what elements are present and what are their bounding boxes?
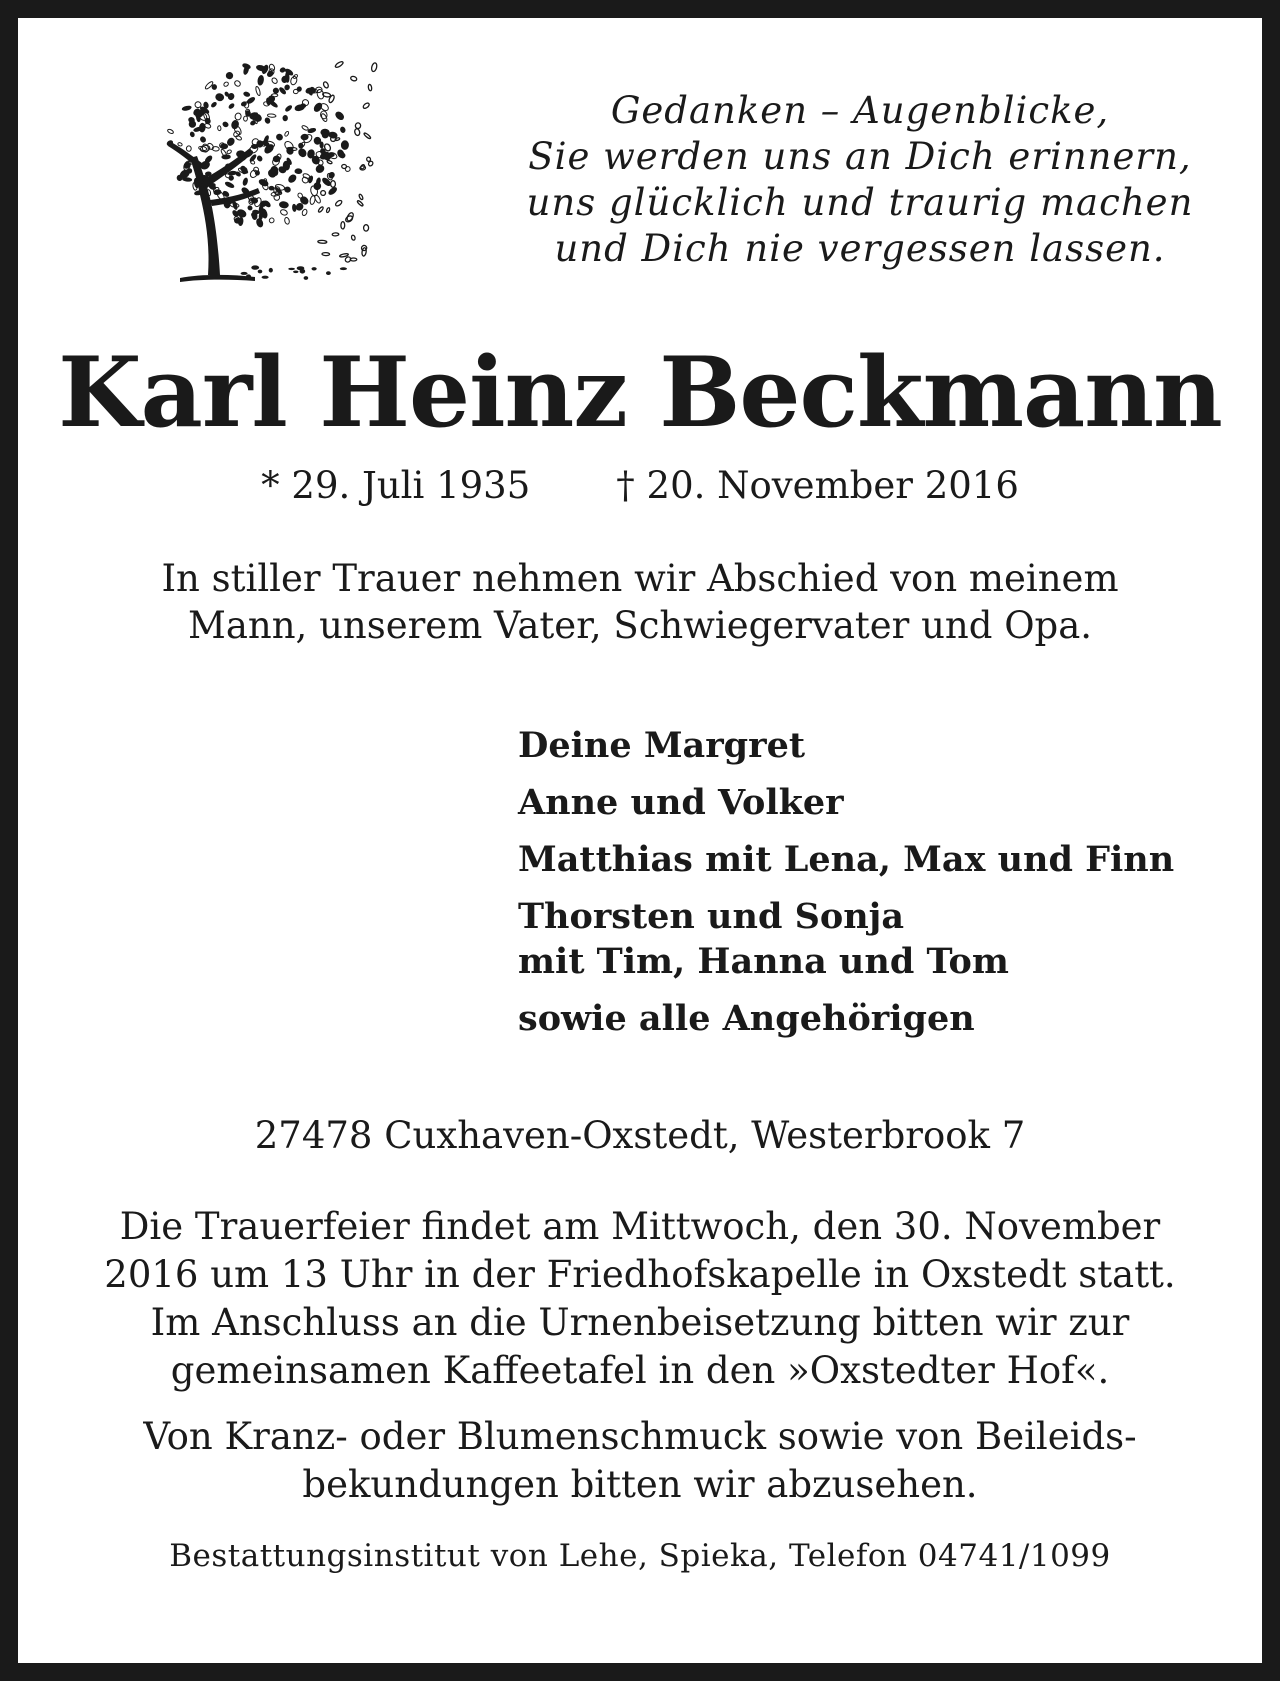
- leaf: [334, 111, 345, 121]
- ceremony-line: gemeinsamen Kaffeetafel in den »Oxstedter Hof«.: [170, 1349, 1110, 1392]
- farewell-line: In stiller Trauer nehmen wir Abschied von meinem: [161, 557, 1119, 600]
- undertaker-contact: Bestattungsinstitut von Lehe, Spieka, Telefon 04741/1099: [169, 1538, 1111, 1574]
- birth-date: * 29. Juli 1935: [261, 464, 531, 507]
- farewell-line: Mann, unserem Vater, Schwiegervater und Opa.: [187, 604, 1093, 647]
- leaf: [224, 92, 229, 97]
- request-line: Von Kranz- oder Blumenschmuck sowie von Beileids-: [143, 1415, 1137, 1458]
- blown-leaf: [335, 137, 340, 141]
- leaf: [321, 129, 330, 136]
- leaf: [200, 136, 207, 143]
- leaf: [301, 125, 309, 131]
- leaf: [190, 132, 195, 138]
- leaf: [315, 164, 325, 174]
- blown-leaf: [320, 190, 325, 195]
- blown-leaf: [323, 81, 330, 89]
- leaf: [211, 102, 217, 108]
- blown-leaf: [318, 206, 324, 213]
- ground-leaf: [262, 276, 269, 279]
- leaf: [280, 209, 288, 216]
- leaf: [301, 134, 309, 140]
- blown-leaf: [351, 235, 356, 241]
- leaf: [186, 146, 191, 151]
- leaf: [301, 209, 307, 217]
- leaf: [167, 129, 174, 135]
- blown-leaf: [327, 160, 333, 164]
- leaf: [231, 120, 240, 130]
- leaf: [283, 115, 288, 120]
- ceremony-line: Im Anschluss an die Urnenbeisetzung bitten wir zur: [150, 1301, 1130, 1344]
- ground-leaf: [269, 268, 273, 273]
- leaf: [236, 151, 245, 158]
- blown-leaf: [366, 157, 371, 162]
- leaf: [241, 101, 247, 106]
- leaf: [222, 190, 229, 197]
- blown-leaf: [358, 194, 363, 200]
- blown-leaf: [328, 94, 335, 103]
- blown-leaf: [360, 166, 366, 171]
- blown-leaf: [371, 62, 378, 72]
- mourners-list: [518, 723, 1238, 1053]
- leaf: [188, 117, 195, 123]
- mourner-entry: [518, 894, 1238, 984]
- mourner-entry: [518, 723, 1238, 768]
- leaf: [314, 194, 322, 204]
- leaf: [272, 87, 279, 94]
- blown-leaf: [318, 240, 327, 243]
- ground-leaf: [297, 266, 305, 270]
- leaf: [247, 205, 253, 211]
- leaf: [255, 86, 261, 96]
- leaf: [341, 141, 348, 150]
- mourner-entry: [518, 837, 1238, 882]
- leaf: [284, 131, 289, 137]
- leaf: [177, 142, 182, 146]
- mourner-line: sowie alle Angehörigen: [518, 998, 975, 1039]
- leaf: [241, 167, 247, 174]
- blown-leaf: [326, 207, 330, 213]
- leaf: [293, 89, 298, 94]
- leaf: [250, 120, 256, 126]
- blown-leaf: [362, 102, 370, 109]
- poem-line: Sie werden uns an Dich erinnern,: [528, 135, 1192, 178]
- blown-leaf: [368, 84, 372, 91]
- leaf: [308, 176, 313, 184]
- blown-leaf: [332, 233, 339, 236]
- leaf: [228, 171, 237, 175]
- leaf: [284, 187, 291, 193]
- leaf: [225, 71, 234, 80]
- blown-leaf: [344, 256, 351, 263]
- blown-leaf: [357, 200, 364, 207]
- leaf: [221, 144, 228, 149]
- blown-leaf: [331, 181, 336, 188]
- leaf: [326, 153, 334, 157]
- leaf: [264, 117, 270, 124]
- leaf: [228, 103, 234, 109]
- ground-leaf: [312, 267, 317, 270]
- leaf: [205, 172, 211, 176]
- leaf: [284, 84, 290, 90]
- blown-leaf: [355, 123, 361, 129]
- leaf: [257, 155, 263, 162]
- wind-blown-tree-icon: [150, 30, 380, 305]
- leaf: [269, 186, 274, 190]
- leaf: [313, 181, 322, 190]
- leaf: [212, 85, 216, 90]
- ceremony-line: 2016 um 13 Uhr in der Friedhofskapelle in Oxstedt statt.: [104, 1253, 1176, 1296]
- leaf: [321, 177, 331, 187]
- leaf: [308, 128, 316, 134]
- leaf: [232, 201, 238, 210]
- leaf: [194, 101, 201, 108]
- blown-leaf: [363, 225, 368, 232]
- leaf: [234, 80, 242, 88]
- ground-leaf: [340, 267, 347, 270]
- blown-leaf: [341, 222, 345, 229]
- ground-leaf: [293, 271, 298, 274]
- leaf: [222, 155, 231, 159]
- leaf: [226, 149, 232, 154]
- mourner-line: Thorsten und Sonja: [518, 896, 905, 937]
- leaf: [287, 174, 297, 184]
- leaf: [275, 133, 283, 141]
- blown-leaf: [322, 252, 330, 255]
- leaf: [314, 137, 320, 144]
- leaf: [223, 81, 229, 87]
- leaf: [297, 148, 307, 158]
- ground-leaf: [326, 271, 331, 275]
- leaf: [284, 217, 290, 225]
- blown-leaf: [354, 128, 360, 136]
- leaf: [253, 210, 260, 214]
- ground-leaf: [241, 272, 248, 275]
- leaf: [285, 105, 293, 112]
- blown-leaf: [361, 247, 366, 256]
- blown-leaf: [363, 132, 371, 139]
- leaf: [225, 181, 235, 188]
- mourner-entry: [518, 996, 1238, 1041]
- mourner-line: Deine Margret: [518, 725, 806, 766]
- farewell-text: [0, 555, 1280, 649]
- leaf: [267, 114, 276, 118]
- condolence-request: [0, 1413, 1280, 1509]
- poem: [500, 88, 1220, 272]
- leaf: [215, 93, 224, 102]
- leaf: [246, 96, 255, 104]
- ground-leaf: [288, 268, 295, 270]
- life-dates: [0, 462, 1280, 510]
- mourner-line: Anne und Volker: [518, 782, 844, 823]
- leaf: [328, 171, 336, 179]
- leaf: [242, 178, 248, 186]
- family-address: 27478 Cuxhaven-Oxstedt, Westerbrook 7: [254, 1114, 1026, 1157]
- leaf: [235, 113, 242, 121]
- leaf: [243, 116, 247, 121]
- leaf: [238, 217, 243, 226]
- death-date: † 20. November 2016: [616, 464, 1019, 507]
- leaf: [294, 104, 304, 112]
- ceremony-line: Die Trauerfeier findet am Mittwoch, den 30. November: [119, 1205, 1161, 1248]
- deceased-name: Karl Heinz Beckmann: [58, 336, 1222, 449]
- mourner-line: Matthias mit Lena, Max und Finn: [518, 839, 1175, 880]
- leaf: [271, 77, 278, 85]
- leaf: [242, 63, 251, 69]
- ground-leaf: [258, 270, 263, 274]
- ground-leaf: [304, 276, 309, 280]
- poem-line: Gedanken – Augenblicke,: [610, 89, 1110, 132]
- leaf: [217, 126, 221, 131]
- leaf: [251, 144, 257, 148]
- mourner-line: mit Tim, Hanna und Tom: [518, 941, 1009, 982]
- blown-leaf: [345, 215, 354, 223]
- mourner-entry: [518, 780, 1238, 825]
- ground-leaf: [251, 265, 259, 269]
- ceremony-info: [0, 1203, 1280, 1395]
- leaf: [268, 217, 274, 224]
- leaf: [222, 121, 229, 127]
- leaf: [257, 75, 264, 85]
- blown-leaf: [350, 76, 357, 82]
- leaf: [280, 67, 286, 73]
- blown-leaf: [341, 164, 346, 169]
- ground-leaf: [246, 274, 251, 278]
- poem-line: und Dich nie vergessen lassen.: [554, 227, 1166, 270]
- leaf: [295, 169, 302, 174]
- request-line: bekundungen bitten wir abzusehen.: [302, 1463, 978, 1506]
- blown-leaf: [335, 61, 344, 69]
- blown-leaf: [335, 199, 343, 207]
- leaf: [182, 106, 192, 111]
- poem-line: uns glücklich und traurig machen: [526, 181, 1194, 224]
- leaf: [243, 91, 250, 97]
- leaf: [235, 135, 242, 141]
- leaf: [340, 127, 346, 134]
- leaf: [279, 201, 288, 208]
